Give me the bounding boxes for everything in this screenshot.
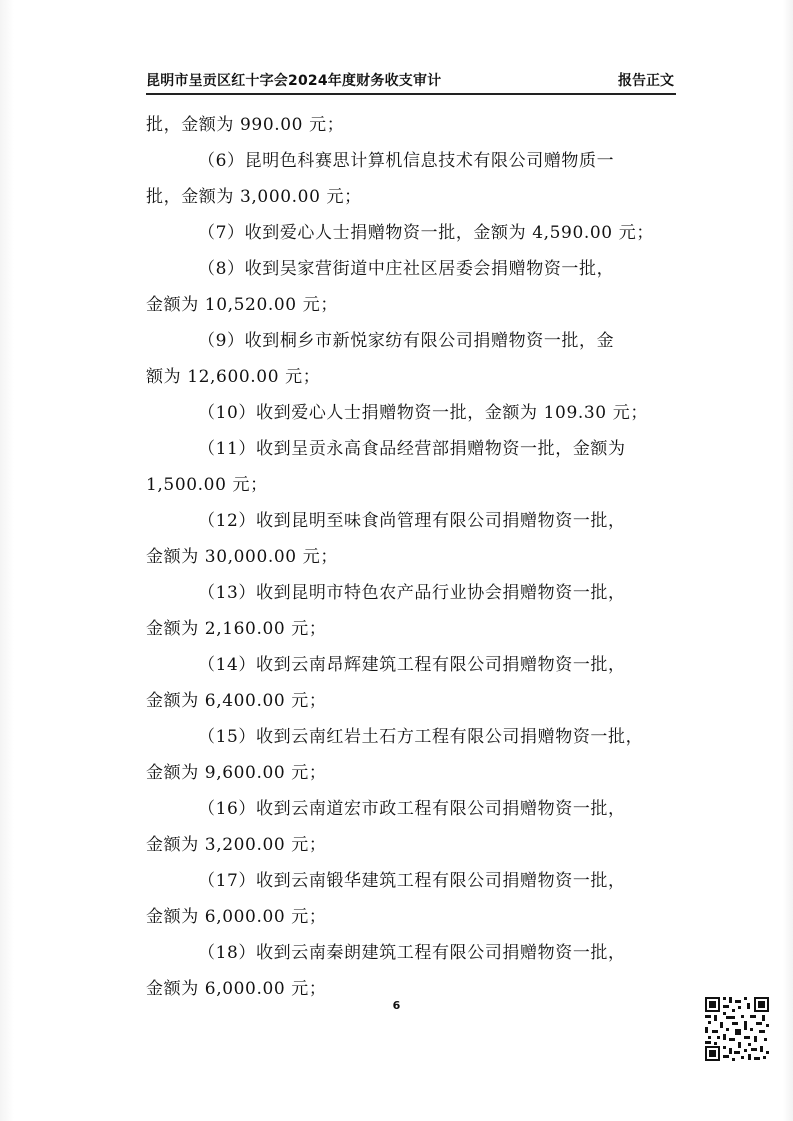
- page-number: 6: [392, 999, 401, 1012]
- text-line: 金额为 6,000.00 元；: [146, 907, 327, 927]
- text-line: （18）收到云南秦朗建筑工程有限公司捐赠物资一批，: [198, 943, 626, 963]
- text-line: 金额为 9,600.00 元；: [146, 763, 327, 783]
- text-line: 金额为 30,000.00 元；: [146, 547, 338, 567]
- text-line: （10）收到爱心人士捐赠物资一批，金额为 109.30 元；: [198, 403, 648, 423]
- text-line: 额为 12,600.00 元；: [146, 367, 321, 387]
- text-line: （8）收到吴家营街道中庄社区居委会捐赠物资一批，: [198, 259, 615, 279]
- header-rule: [146, 93, 676, 95]
- text-line: 金额为 6,400.00 元；: [146, 691, 327, 711]
- scan-edge-right: [783, 0, 793, 1121]
- text-line: （13）收到昆明市特色农产品行业协会捐赠物资一批，: [198, 583, 626, 603]
- text-line: （17）收到云南锻华建筑工程有限公司捐赠物资一批，: [198, 871, 626, 891]
- text-line: 金额为 10,520.00 元；: [146, 295, 338, 315]
- text-line: 1,500.00 元；: [146, 475, 268, 495]
- text-line: （12）收到昆明至味食尚管理有限公司捐赠物资一批，: [198, 511, 626, 531]
- text-line: （9）收到桐乡市新悦家纺有限公司捐赠物资一批，金: [198, 331, 615, 351]
- text-line: 金额为 6,000.00 元；: [146, 979, 327, 999]
- text-line: （7）收到爱心人士捐赠物资一批，金额为 4,590.00 元；: [198, 223, 654, 243]
- text-line: （15）收到云南红岩土石方工程有限公司捐赠物资一批，: [198, 727, 644, 747]
- running-header: [146, 67, 676, 91]
- text-line: （11）收到呈贡永高食品经营部捐赠物资一批，金额为: [198, 439, 626, 459]
- text-line: （16）收到云南道宏市政工程有限公司捐赠物资一批，: [198, 799, 626, 819]
- qr-code-icon: [704, 996, 770, 1062]
- header-section-label: 报告正文: [618, 73, 674, 89]
- text-line: 批，金额为 3,000.00 元；: [146, 187, 362, 207]
- text-line: （14）收到云南昂辉建筑工程有限公司捐赠物资一批，: [198, 655, 626, 675]
- text-line: 批，金额为 990.00 元；: [146, 115, 345, 135]
- header-title: 昆明市呈贡区红十字会2024年度财务收支审计: [146, 73, 442, 89]
- text-line: 金额为 2,160.00 元；: [146, 619, 327, 639]
- text-line: 金额为 3,200.00 元；: [146, 835, 327, 855]
- text-line: （6）昆明色科赛思计算机信息技术有限公司赠物质一: [198, 151, 615, 171]
- scan-edge-left: [0, 0, 14, 1121]
